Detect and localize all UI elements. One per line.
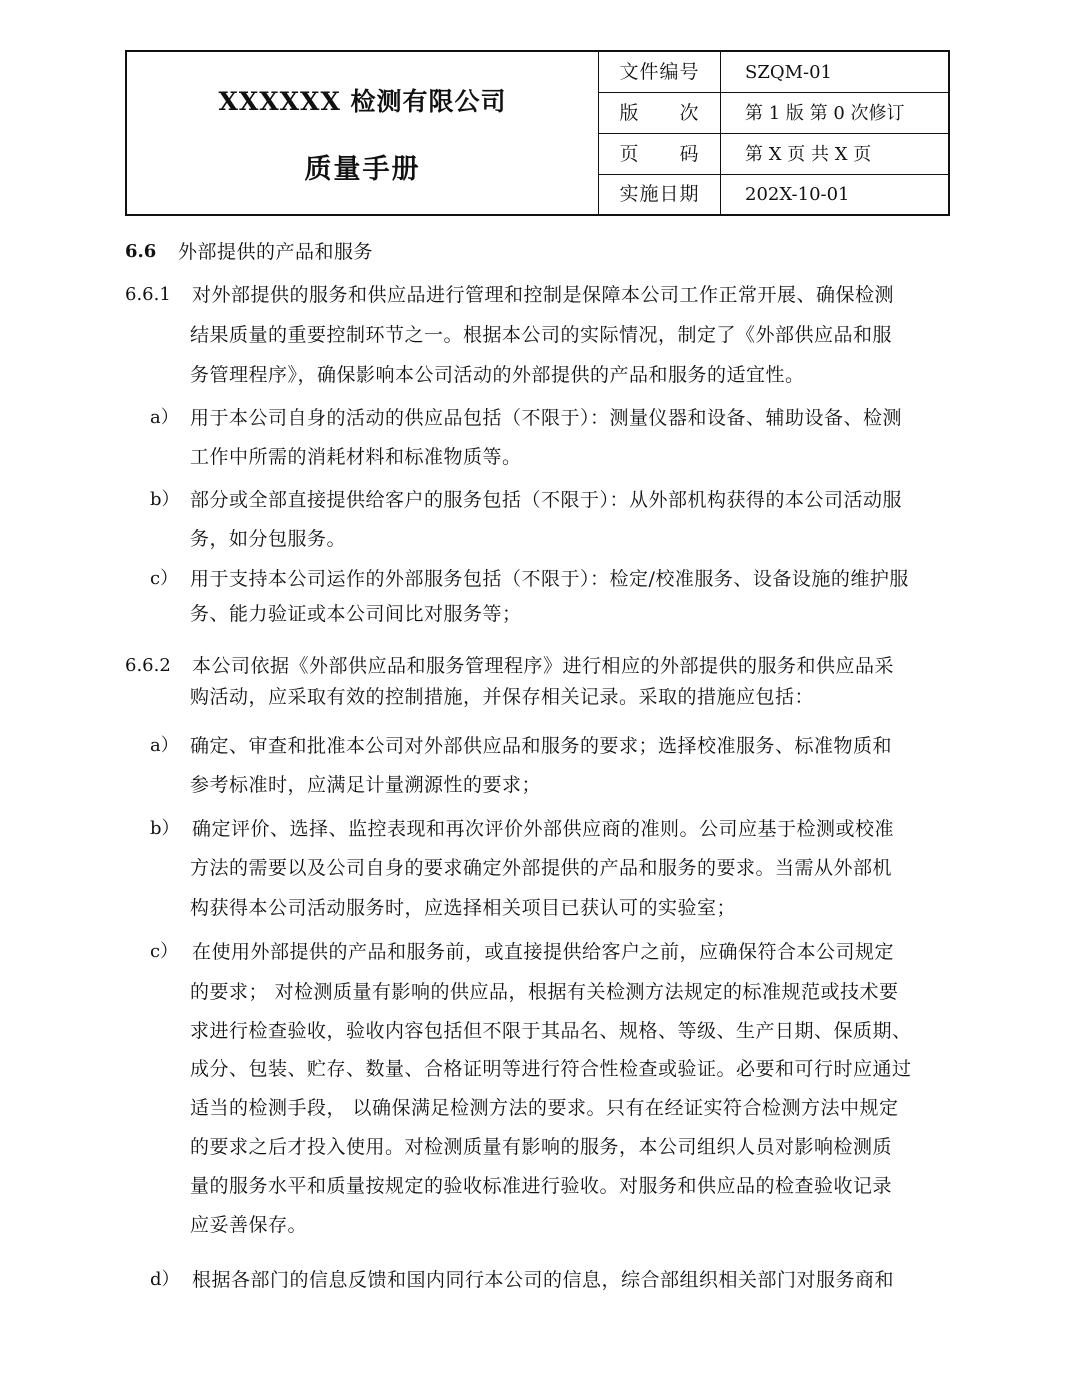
header-row-effective-date <box>599 175 948 214</box>
list-item-line: 构获得本公司活动服务时，应选择相关项目已获认可的实验室； <box>190 897 737 919</box>
section-title: 外部提供的产品和服务 <box>178 241 374 263</box>
list-item-line: 的要求； 对检测质量有影响的供应品，根据有关检测方法规定的标准规范或技术要 <box>190 981 899 1003</box>
list-item-line: 用于支持本公司运作的外部服务包括（不限于）：检定/校准服务、设备设施的维护服 <box>190 568 909 590</box>
list-item-line: 用于本公司自身的活动的供应品包括（不限于）：测量仪器和设备、辅助设备、检测 <box>190 407 903 429</box>
paragraph-line: 务管理程序》，确保影响本公司活动的外部提供的产品和服务的适宜性。 <box>190 364 805 386</box>
header-label: 文件编号 <box>599 52 721 92</box>
paragraph-line: 本公司依据《外部供应品和服务管理程序》进行相应的外部提供的服务和供应品采 <box>192 655 895 677</box>
list-item-line: 求进行检查验收，验收内容包括但不限于其品名、规格、等级、生产日期、保质期、 <box>190 1020 912 1042</box>
header-label: 版 次 <box>599 93 721 133</box>
company-name: XXXXXX 检测有限公司 <box>218 87 507 116</box>
section-number: 6.6 <box>125 241 157 262</box>
header-row-edition <box>599 93 948 134</box>
list-item-line: 量的服务水平和质量按规定的验收标准进行验收。对服务和供应品的检查验收记录 <box>190 1175 893 1197</box>
list-marker: c） <box>150 941 179 962</box>
document-header-table <box>125 50 950 216</box>
clause-number: 6.6.1 <box>125 284 171 305</box>
header-title-cell <box>127 52 599 214</box>
list-marker: a） <box>150 407 179 428</box>
paragraph-line: 对外部提供的服务和供应品进行管理和控制是保障本公司工作正常开展、确保检测 <box>192 284 895 306</box>
list-item-line: 应妥善保存。 <box>190 1214 308 1236</box>
list-marker: a） <box>150 735 179 756</box>
list-item-line: 务、能力验证或本公司间比对服务等； <box>190 603 522 625</box>
list-item-line: 成分、包装、贮存、数量、合格证明等进行符合性检查或验证。必要和可行时应通过 <box>190 1058 912 1080</box>
list-item-line: 方法的需要以及公司自身的要求确定外部提供的产品和服务的要求。当需从外部机 <box>190 857 893 879</box>
paragraph-line: 购活动，应采取有效的控制措施，并保存相关记录。采取的措施应包括： <box>190 686 815 708</box>
list-item-line: 务，如分包服务。 <box>190 528 347 550</box>
header-value: 第 X 页 共 X 页 <box>745 144 872 165</box>
header-row-doc-number <box>599 52 948 93</box>
header-label: 实施日期 <box>599 175 721 214</box>
header-label: 页 码 <box>599 134 721 174</box>
header-row-page <box>599 134 948 175</box>
list-marker: b） <box>150 489 180 510</box>
header-value: 第 1 版 第 0 次修订 <box>745 103 905 124</box>
list-item-line: 根据各部门的信息反馈和国内同行本公司的信息，综合部组织相关部门对服务商和 <box>192 1269 895 1291</box>
list-marker: b） <box>150 818 180 839</box>
list-item-line: 确定、审查和批准本公司对外部供应品和服务的要求；选择校准服务、标准物质和 <box>190 735 893 757</box>
list-item-line: 参考标准时，应满足计量溯源性的要求； <box>190 774 542 796</box>
paragraph-line: 结果质量的重要控制环节之一。根据本公司的实际情况，制定了《外部供应品和服 <box>190 324 893 346</box>
header-meta-cells <box>599 52 948 214</box>
list-item-line: 工作中所需的消耗材料和标准物质等。 <box>190 446 522 468</box>
manual-title: 质量手册 <box>304 154 421 185</box>
header-value: SZQM-01 <box>745 62 833 83</box>
list-marker: c） <box>150 568 179 589</box>
header-value: 202X-10-01 <box>745 184 850 205</box>
list-marker: d） <box>150 1269 180 1290</box>
clause-number: 6.6.2 <box>125 655 171 676</box>
list-item-line: 确定评价、选择、监控表现和再次评价外部供应商的准则。公司应基于检测或校准 <box>192 818 895 840</box>
list-item-line: 的要求之后才投入使用。对检测质量有影响的服务，本公司组织人员对影响检测质 <box>190 1136 893 1158</box>
list-item-line: 在使用外部提供的产品和服务前，或直接提供给客户之前，应确保符合本公司规定 <box>192 941 895 963</box>
list-item-line: 部分或全部直接提供给客户的服务包括（不限于）：从外部机构获得的本公司活动服 <box>190 489 903 511</box>
list-item-line: 适当的检测手段， 以确保满足检测方法的要求。只有在经证实符合检测方法中规定 <box>190 1097 899 1119</box>
